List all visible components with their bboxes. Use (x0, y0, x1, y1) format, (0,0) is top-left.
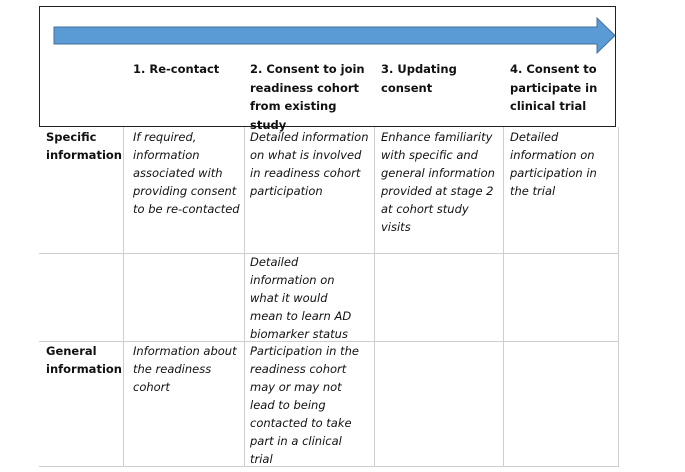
specific-stage-4: Detailed information on participation in the trial (510, 130, 597, 198)
arrow-shape (54, 18, 615, 53)
grid-line-v5 (618, 127, 619, 467)
stage-2-header: 2. Consent to join readiness cohort from existing study (250, 62, 365, 132)
specific-stage-2: Detailed information on what is involved in readiness cohort participation (250, 130, 369, 198)
stage-3-header: 3. Updating consent (381, 62, 457, 95)
specific-stage-3: Enhance familiarity with specific and general information provided at stage 2 at cohort study visits (381, 130, 495, 234)
general-stage-1: Information about the readiness cohort (133, 344, 237, 394)
grid-line-v1 (123, 127, 124, 467)
general-stage-2: Participation in the readiness cohort may or may not lead to being contacted to take part in a clinical trial (250, 344, 359, 466)
stage-1-header: 1. Re-contact (133, 62, 220, 76)
grid-line-v3 (374, 127, 375, 467)
row-label-specific: Specific information (46, 130, 122, 162)
specific-stage-1: If required, information associated with providing consent to be re-contacted (133, 130, 240, 216)
stage-4-header: 4. Consent to participate in clinical trial (510, 62, 598, 113)
middle-stage-2: Detailed information on what it would mean to learn AD biomarker status (250, 255, 352, 341)
row-label-general: General information (46, 344, 122, 376)
grid-line-v2 (244, 127, 245, 467)
grid-line-v4 (503, 127, 504, 467)
